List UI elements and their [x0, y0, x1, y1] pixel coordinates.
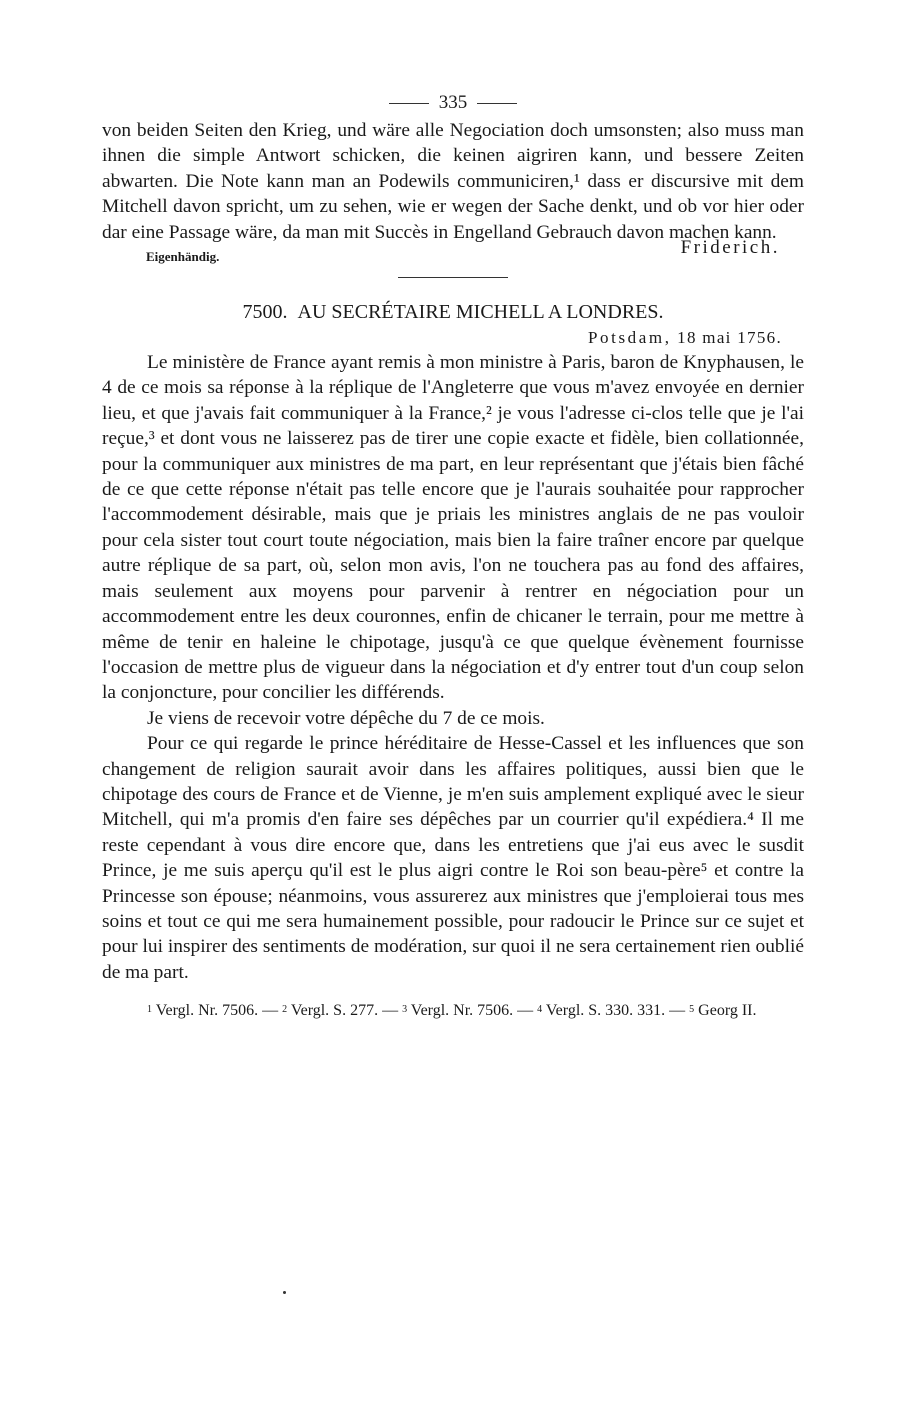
footnote-4: [537, 1002, 685, 1019]
letter-heading: [102, 298, 804, 326]
footnotes: [102, 999, 804, 1021]
signature-block: [102, 237, 804, 267]
running-header: [102, 88, 804, 118]
footnote-text: Vergl. S. 277. —: [290, 1002, 399, 1020]
footnote-2: [282, 1002, 398, 1019]
autograph-note: Eigenhändig.: [146, 249, 220, 265]
document-page: [102, 88, 804, 1021]
letter-place: Potsdam,: [587, 328, 672, 348]
footnote-5: [689, 1002, 756, 1019]
letter-date: 18 mai 1756.: [677, 328, 782, 348]
letter-paragraph-1: Le ministère de France ayant remis à mon ministre à Paris, baron de Knyphausen, le 4 de ce mois sa réponse à la réplique de l'Angleterre que vous m'avez envoyée en dernier lieu, et que j'avais fait communiquer à la France,² je vous l'adresse ci-clos telle que je l'ai reçue,³ et dont vous ne laisserez pas de tirer une copie exacte et fidèle, bien collationnée, pour la communiquer aux ministres de ma part, en leur représentant que j'étais bien fâché de ce que cette réponse n'était pas telle encore que je l'aurais souhaitée pour rapprocher l'accommodement désirable, mais que je priais les ministres anglais de ne pas vouloir pour cela sister tout court toute négociation, mais bien la faire traîner encore par quelque autre réplique de sa part, où, selon mon avis, l'on ne touchera pas au fond des affaires, mais seulement aux moyens pour parvenir à rentrer en négociation pour un accommodement entre les deux couronnes, enfin de chicaner le terrain, pour me mettre à même de tenir en haleine le chipotage, jusqu'à ce que quelque évènement fournisse l'occasion de mettre plus de vigueur dans la négociation et d'y entrer tout d'un coup selon la conjoncture, pour concilier les différends.: [102, 352, 804, 704]
footnote-mark: 1: [147, 1004, 152, 1016]
section-divider: [398, 277, 508, 278]
footnote-text: Vergl. Nr. 7506. —: [410, 1002, 534, 1020]
footnote-1: [147, 1002, 278, 1019]
letter-dateline: [102, 326, 804, 350]
header-rule-left: [389, 103, 429, 104]
footnote-text: Vergl. Nr. 7506. —: [155, 1002, 279, 1020]
footnote-text: Vergl. S. 330. 331. —: [545, 1002, 686, 1020]
letter-paragraph-3: Pour ce qui regarde le prince héréditaire de Hesse-Cassel et les influences que son changement de religion saurait avoir dans les affaires politiques, aussi bien que le chipotage des cours de France et de Vienne, je m'en suis amplement expliqué avec le sieur Mitchell, qui m'a promis d'en faire ses dépêches par un courrier qu'il expédiera.⁴ Il me reste cependant à vous dire encore que, dans les entretiens que j'ai eus avec le susdit Prince, je me suis aperçu qu'il est le plus aigri contre le Roi son beau-père⁵ et contre la Princesse son épouse; néanmoins, vous assurerez aux ministres que j'emploierai tous mes soins et tout ce qui me sera humainement possible, pour radoucir le Prince sur ce sujet et pour lui inspirer des sentiments de modération, sur quoi il ne sera certainement rien oublié de ma part.: [102, 733, 804, 983]
footnote-3: [402, 1002, 533, 1019]
footnote-mark: 5: [689, 1004, 695, 1016]
continuation-paragraph: von beiden Seiten den Krieg, und wäre alle Negociation doch umsonsten; also muss man ihnen die simple Antwort schicken, die keinen aigriren kann, und bessere Zeiten abwarten. Die Note kann man an Podewils communiciren,¹ dass er discursive mit dem Mitchell davon spricht, um zu sehen, wie er wegen der Sache denkt, und ob vor hier oder dar eine Passage wäre, da man mit Succès in Engelland Gebrauch davon machen kann.: [102, 120, 804, 243]
header-rule-right: [477, 103, 517, 104]
letter-title: AU SECRÉTAIRE MICHELL A LONDRES.: [297, 301, 664, 324]
footnote-mark: 2: [282, 1004, 288, 1016]
footnote-mark: 4: [537, 1004, 543, 1016]
signature: Friderich.: [680, 237, 780, 259]
page-number: 335: [438, 92, 468, 113]
print-speck: [283, 1291, 286, 1294]
footnote-mark: 3: [402, 1004, 408, 1016]
footnote-text: Georg II.: [698, 1002, 757, 1020]
letter-paragraph-2: Je viens de recevoir votre dépêche du 7 de ce mois.: [147, 707, 545, 729]
letter-number: 7500.: [242, 301, 288, 324]
